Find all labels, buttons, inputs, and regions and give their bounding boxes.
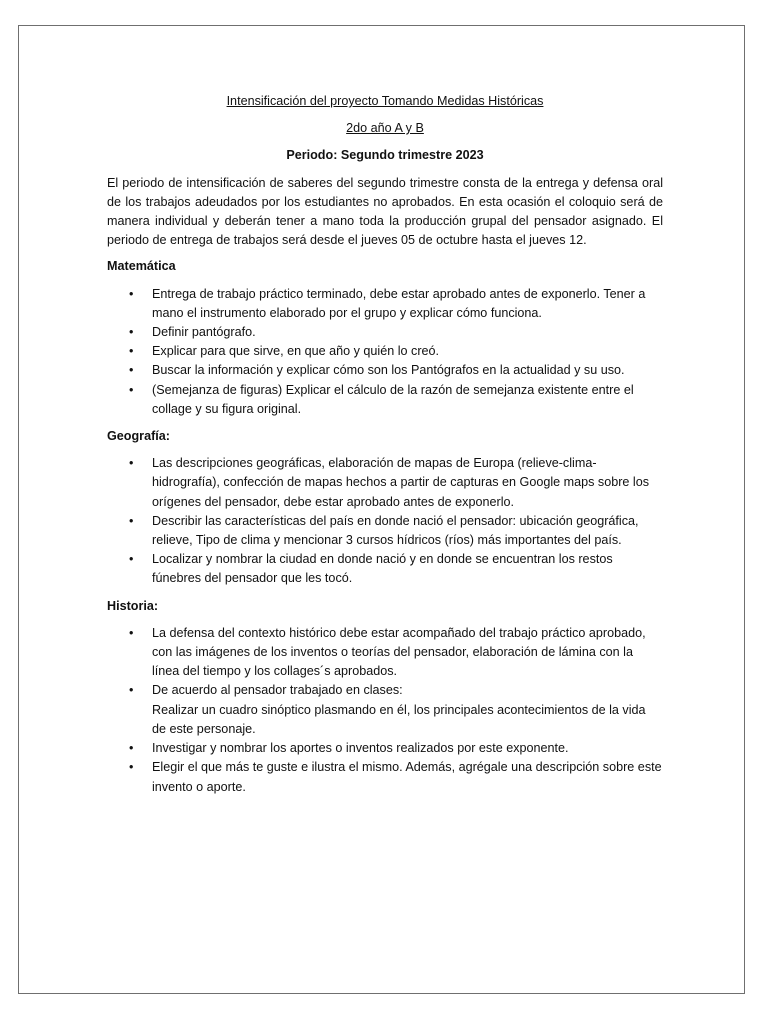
- list-item: • Explicar para que sirve, en que año y quién lo creó.: [107, 342, 663, 361]
- list-item: [107, 681, 663, 739]
- list-item-text: • De acuerdo al pensador trabajado en clases:: [152, 683, 403, 698]
- document-period: Periodo: Segundo trimestre 2023: [286, 148, 484, 163]
- section-heading-historia: Historia:: [107, 598, 159, 613]
- document-title: Intensificación del proyecto Tomando Medidas Históricas: [226, 94, 544, 108]
- list-item-continuation: Realizar un cuadro sinóptico plasmando en él, los principales acontecimientos de la vida de este personaje.: [152, 702, 646, 736]
- list-item: • Buscar la información y explicar cómo son los Pantógrafos en la actualidad y su uso.: [107, 361, 663, 380]
- list-item: • La defensa del contexto histórico debe estar acompañado del trabajo práctico aprobado, con las imágenes de los inventos o teorías del pensador, elaboración de lámina con la línea del tiempo y los collages´s aprobados.: [107, 624, 663, 682]
- section-heading-matematica: Matemática: [107, 259, 176, 274]
- list-item: • Investigar y nombrar los aportes o inventos realizados por este exponente.: [107, 739, 663, 758]
- list-geografia: [107, 454, 663, 588]
- document-subtitle: 2do año A y B: [346, 121, 424, 136]
- document-body: [107, 92, 663, 805]
- document-page: [18, 25, 745, 994]
- list-historia: [107, 624, 663, 797]
- list-item: • Entrega de trabajo práctico terminado, debe estar aprobado antes de exponerlo. Tener a mano el instrumento elaborado por el grupo y explicar cómo funciona.: [107, 285, 663, 323]
- list-item: • Definir pantógrafo.: [107, 323, 663, 342]
- list-matematica: [107, 285, 663, 419]
- list-item: • Localizar y nombrar la ciudad en donde nació y en donde se encuentran los restos fúnebres del pensador que les tocó.: [107, 550, 663, 588]
- list-item: • Describir las características del país en donde nació el pensador: ubicación geográfica, relieve, Tipo de clima y mencionar 3 cursos hídricos (ríos) más importantes del país.: [107, 512, 663, 550]
- list-item: • (Semejanza de figuras) Explicar el cálculo de la razón de semejanza existente entre el collage y su figura original.: [107, 381, 663, 419]
- list-item: • Elegir el que más te guste e ilustra el mismo. Además, agrégale una descripción sobre este invento o aporte.: [107, 758, 663, 796]
- section-heading-geografia: Geografía:: [107, 429, 170, 444]
- intro-paragraph: El periodo de intensificación de saberes del segundo trimestre consta de la entrega y defensa oral de los trabajos adeudados por los estudiantes no aprobados. En esta ocasión el coloquio será de manera individual y deberán tener a mano toda la producción grupal del pensador asignado. El periodo de entrega de trabajos será desde el jueves 05 de octubre hasta el jueves 12.: [107, 175, 663, 248]
- list-item: • Las descripciones geográficas, elaboración de mapas de Europa (relieve-clima-hidrografía), confección de mapas hechos a partir de capturas en Google maps sobre los orígenes del pensador, debe estar aprobado antes de exponerlo.: [107, 454, 663, 512]
